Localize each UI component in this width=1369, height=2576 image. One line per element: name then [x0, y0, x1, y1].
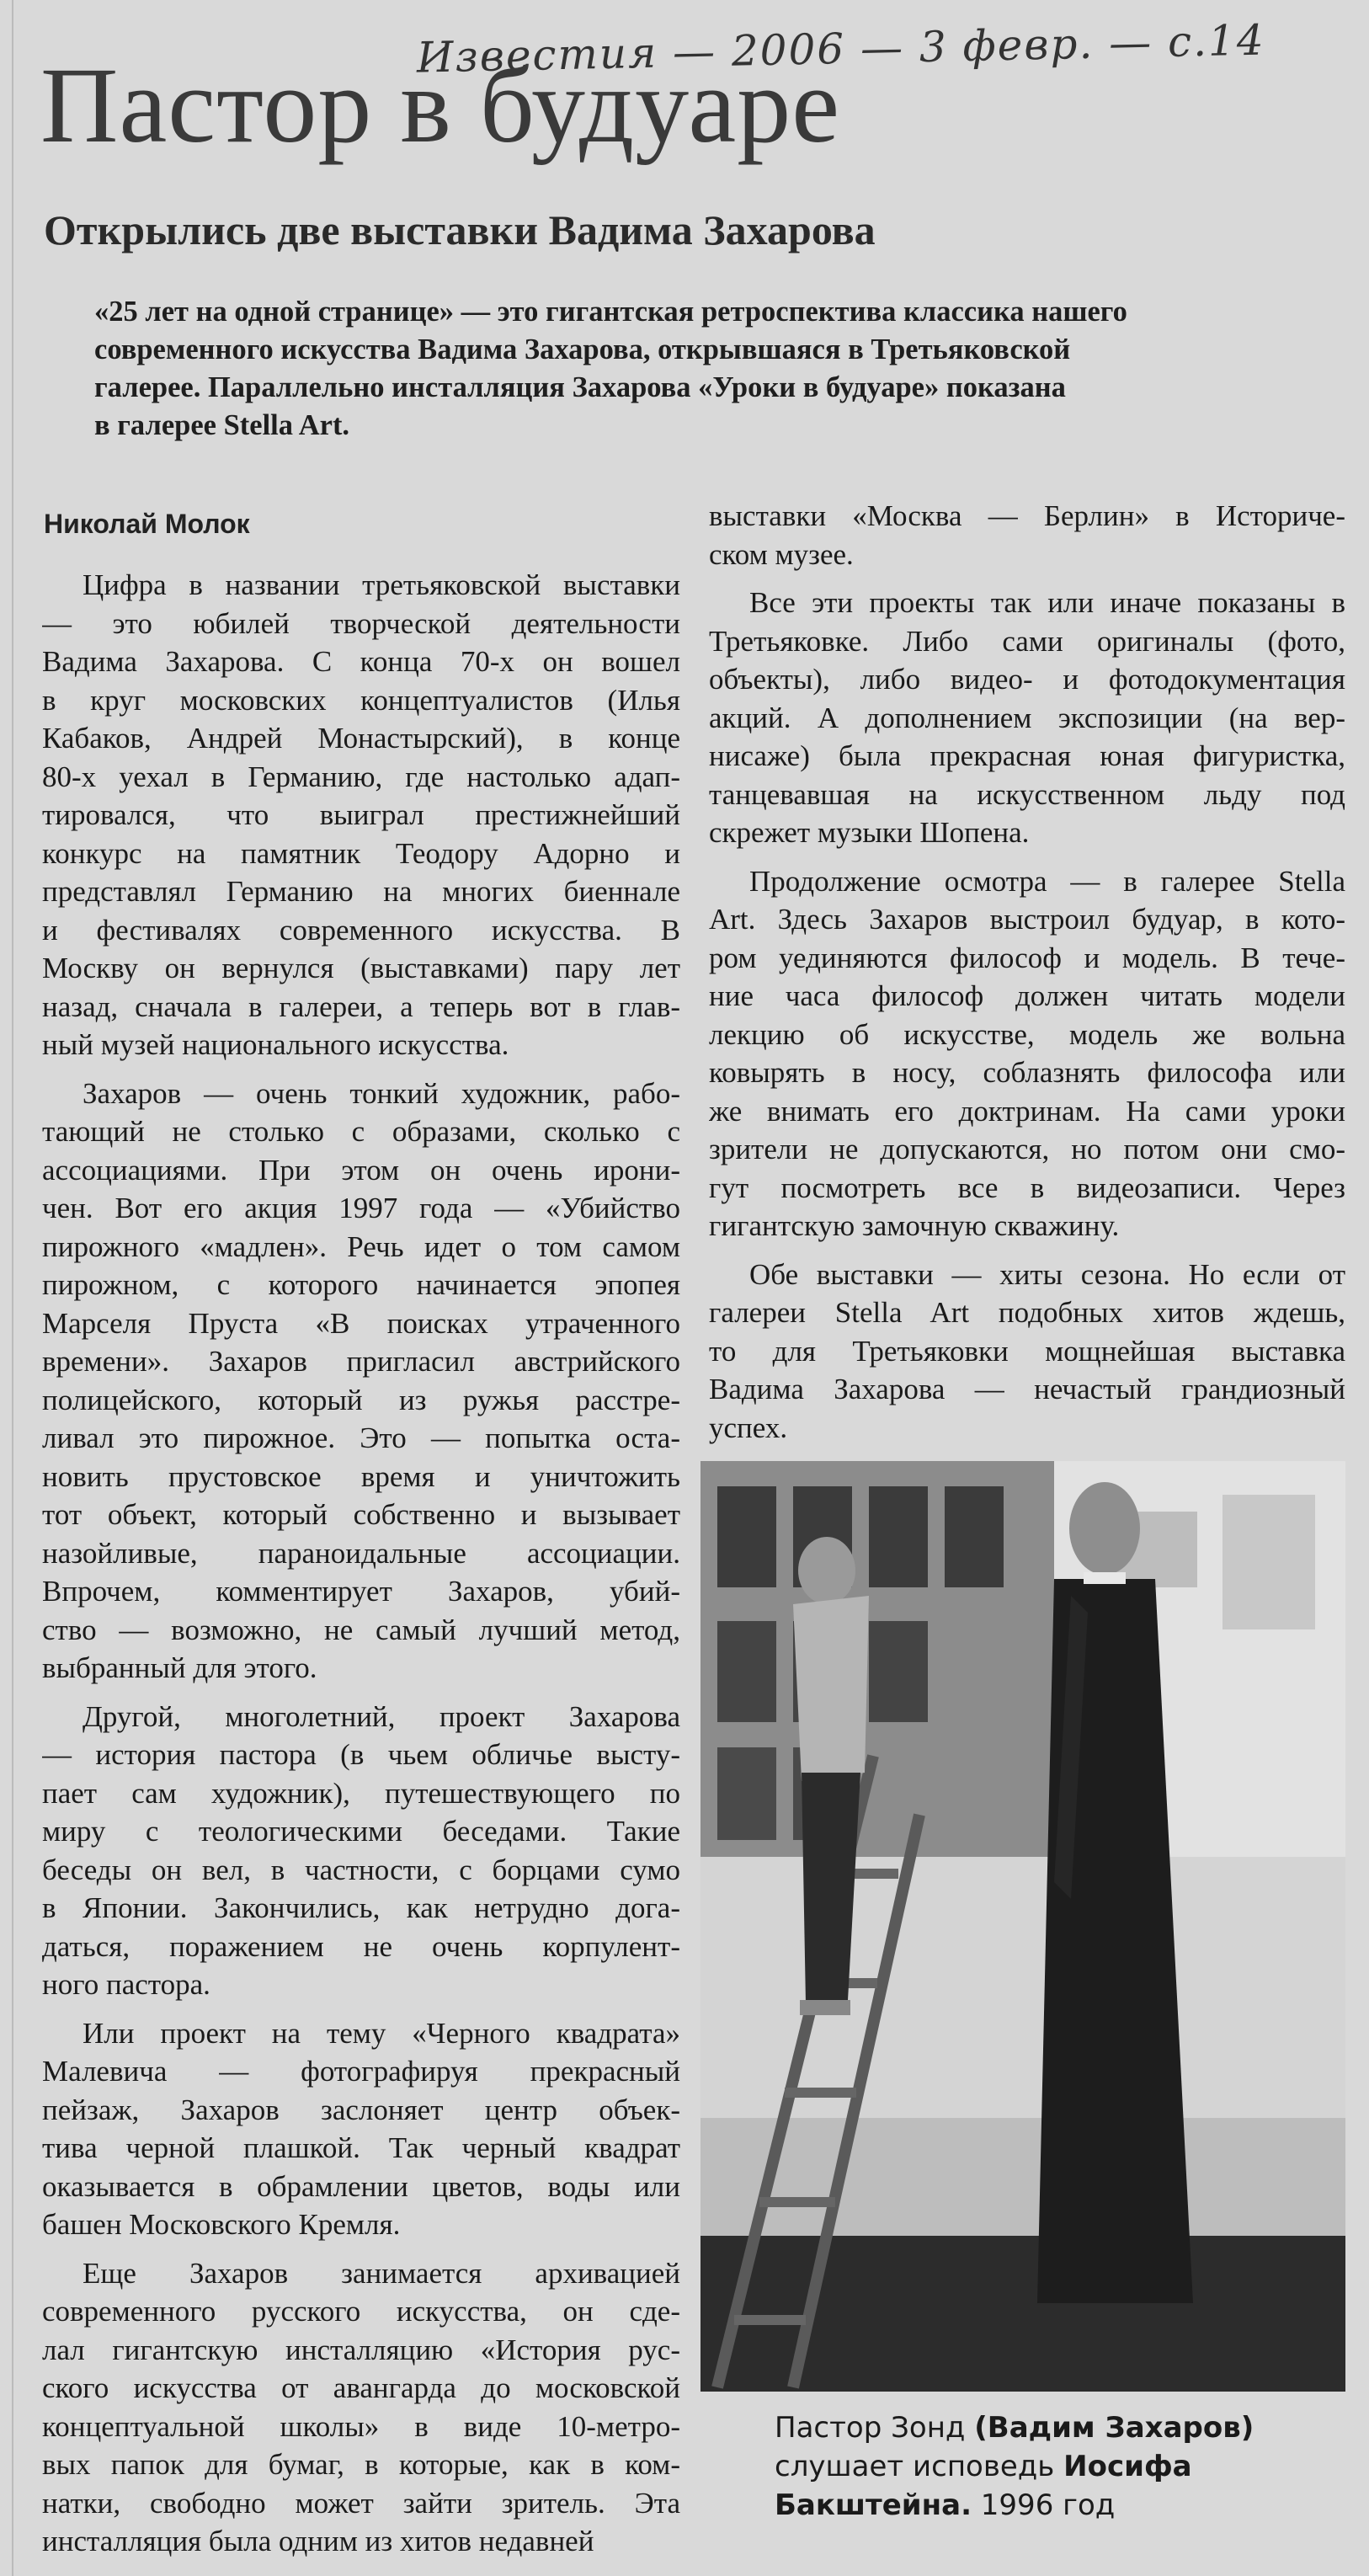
article-line: ство — возможно, не самый лучший метод,	[42, 1613, 680, 1646]
article-paragraph	[42, 566, 680, 1064]
article-line: гигантскую замочную скважину.	[709, 1209, 1120, 1242]
article-line: назад, сначала в галереи, а теперь вот в глав-	[42, 989, 680, 1023]
article-line: выставки «Москва — Берлин» в Историче-	[709, 499, 1345, 532]
article-line: Или проект на тему «Черного квадрата»	[83, 2016, 680, 2050]
byline: Николай Молок	[44, 509, 250, 539]
article-column-right	[709, 497, 1345, 1457]
article-line: даться, поражением не очень корпулент-	[42, 1929, 680, 1963]
article-line: Обе выставки — хиты сезона. Но если от	[749, 1257, 1345, 1291]
article-line: Цифра в названии третьяковской выставки	[83, 568, 680, 601]
article-line: в круг московских концептуалистов (Илья	[42, 683, 680, 717]
article-line: Вадима Захарова. С конца 70-х он вошел	[42, 645, 680, 678]
article-line: же внимать его доктринам. На сами уроки	[709, 1094, 1345, 1128]
article-line: Еще Захаров занимается архивацией	[83, 2256, 680, 2290]
lead-paragraph	[94, 293, 1332, 445]
article-line: акций. А дополнением экспозиции (на вер-	[709, 701, 1345, 734]
photo-caption	[775, 2408, 1347, 2525]
article-line: тающий не столько с образами, сколько с	[42, 1115, 680, 1148]
article-line: лал гигантскую инсталляцию «История рус-	[42, 2333, 680, 2366]
article-line: натки, свободно может зайти зритель. Эта	[42, 2486, 680, 2520]
article-line: нисаже) была прекрасная юная фигуристка,	[709, 739, 1345, 772]
article-paragraph	[42, 1698, 680, 2004]
article-line: ассоциациями. При этом он очень ирони-	[42, 1153, 680, 1187]
article-line: Другой, многолетний, проект Захарова	[83, 1699, 680, 1733]
article-line: новить прустовское время и уничтожить	[42, 1459, 680, 1493]
article-line: Марселя Пруста «В поисках утраченного	[42, 1306, 680, 1340]
caption-text: Пастор Зонд	[775, 2411, 975, 2445]
article-line: пает сам художник), путешествующего по	[42, 1776, 680, 1810]
article-line: назойливые, параноидальные ассоциации.	[42, 1536, 680, 1570]
article-line: тот объект, который собственно и вызывает	[42, 1498, 680, 1531]
lead-line: «25 лет на одной странице» — это гигантская ретроспектива классика нашего	[94, 296, 1127, 328]
article-line: Кабаков, Андрей Монастырский), в конце	[42, 722, 680, 755]
article-photo	[700, 1461, 1345, 2392]
lead-line: в галерее Stella Art.	[94, 409, 350, 441]
caption-line	[775, 2408, 1347, 2447]
article-column-left	[42, 566, 680, 2571]
article-line: Третьяковке. Либо сами оригиналы (фото,	[709, 624, 1345, 658]
article-line: чен. Вот его акция 1997 года — «Убийство	[42, 1192, 680, 1224]
handwritten-note: Известия — 2006 — 3 февр. — с.14	[416, 15, 1266, 83]
article-paragraph	[42, 2254, 680, 2561]
article-line: пейзаж, Захаров заслоняет центр объек-	[42, 2093, 680, 2126]
article-line: то для Третьяковки мощнейшая выставка	[709, 1334, 1345, 1368]
article-line: Малевича — фотографируя прекрасный	[42, 2055, 680, 2088]
article-line: ковырять в носу, соблазнять философа или	[709, 1056, 1345, 1089]
article-line: Впрочем, комментирует Захаров, убий-	[42, 1575, 680, 1608]
article-line: времени». Захаров пригласил австрийского	[42, 1345, 680, 1378]
article-line: тировался, что выиграл престижнейший	[42, 798, 680, 831]
article-line: лекцию об искусстве, модель же вольна	[709, 1017, 1345, 1051]
article-line: Москву он вернулся (выставками) пару лет	[42, 952, 680, 984]
photo-illustration	[700, 1461, 1345, 2392]
caption-name: Иосифа	[1063, 2450, 1192, 2483]
article-line: тива черной плашкой. Так черный квадрат	[42, 2131, 680, 2164]
lead-line: современного искусства Вадима Захарова, открывшаяся в Третьяковской	[94, 333, 1071, 365]
article-line: башен Московского Кремля.	[42, 2208, 401, 2241]
article-line: конкурс на памятник Теодору Адорно и	[42, 836, 680, 870]
article-paragraph	[709, 1256, 1345, 1448]
article-line: выбранный для этого.	[42, 1651, 317, 1684]
article-line: ского искусства от авангарда до московской	[42, 2371, 680, 2404]
article-line: Захаров — очень тонкий художник, рабо-	[83, 1076, 680, 1110]
lead-line: галерее. Параллельно инсталляция Захарова «Уроки в будуаре» показана	[94, 371, 1066, 403]
article-line: в Японии. Закончились, как нетрудно дога-	[42, 1891, 680, 1924]
article-paragraph	[42, 1075, 680, 1688]
article-line: ние часа философ должен читать модели	[709, 979, 1345, 1012]
article-paragraph	[709, 584, 1345, 852]
article-line: ливал это пирожное. Это — попытка оста-	[42, 1421, 680, 1454]
article-line: ском музее.	[709, 537, 854, 571]
article-line: вых папок для бумаг, в которые, как в ком-	[42, 2448, 680, 2481]
caption-line	[775, 2447, 1347, 2486]
page-edge	[12, 0, 13, 2576]
article-paragraph	[42, 2014, 680, 2244]
article-line: концептуальной школы» в виде 10-метро-	[42, 2409, 680, 2443]
subheadline: Открылись две выставки Вадима Захарова	[44, 206, 876, 253]
article-line: Вадима Захарова — нечастый грандиозный	[709, 1373, 1345, 1405]
article-line: успех.	[709, 1411, 788, 1444]
article-line: и фестивалях современного искусства. В	[42, 913, 680, 947]
article-line: инсталляция была одним из хитов недавней	[42, 2525, 594, 2557]
article-line: гут посмотреть все в видеозаписи. Через	[709, 1171, 1345, 1204]
article-line: скрежет музыки Шопена.	[709, 816, 1030, 849]
article-line: ного пастора.	[42, 1968, 210, 2001]
article-line: — история пастора (в чьем обличье высту-	[42, 1738, 680, 1771]
article-paragraph	[709, 497, 1345, 573]
article-line: танцевавшая на искусственном льду под	[709, 777, 1345, 811]
article-line: зрители не допускаются, но потом они смо-	[709, 1133, 1345, 1165]
article-line: Art. Здесь Захаров выстроил будуар, в кото-	[709, 903, 1345, 936]
article-line: миру с теологическими беседами. Такие	[42, 1815, 680, 1848]
caption-text: слушает исповедь	[775, 2450, 1064, 2483]
article-line: галереи Stella Art подобных хитов ждешь,	[709, 1296, 1345, 1329]
headline: Пастор в будуаре	[40, 45, 840, 165]
article-line: оказывается в обрамлении цветов, воды или	[42, 2169, 680, 2203]
article-line: представлял Германию на многих биеннале	[42, 875, 680, 908]
article-line: ром уединяются философ и модель. В тече-	[709, 941, 1345, 974]
article-line: ный музей национального искусства.	[42, 1028, 509, 1061]
caption-text: 1996 год	[971, 2488, 1116, 2522]
article-line: пирожном, с которого начинается эпопея	[42, 1268, 680, 1301]
article-line: объекты), либо видео- и фотодокументация	[709, 663, 1345, 696]
article-line: беседы он вел, в частности, с борцами сумо	[42, 1853, 680, 1886]
article-line: 80-х уехал в Германию, где настолько адап-	[42, 760, 680, 793]
caption-name: Бакштейна.	[775, 2488, 972, 2522]
article-line: Продолжение осмотра — в галерее Stella	[749, 864, 1345, 898]
caption-line	[775, 2486, 1347, 2525]
article-paragraph	[709, 862, 1345, 1245]
article-line: — это юбилей творческой деятельности	[42, 606, 680, 640]
caption-name: (Вадим Захаров)	[974, 2411, 1254, 2445]
article-line: полицейского, который из ружья расстре-	[42, 1383, 680, 1416]
article-line: современного русского искусства, он сде-	[42, 2295, 680, 2328]
article-line: пирожного «мадлен». Речь идет о том самом	[42, 1229, 680, 1263]
article-line: Все эти проекты так или иначе показаны в	[749, 586, 1345, 619]
